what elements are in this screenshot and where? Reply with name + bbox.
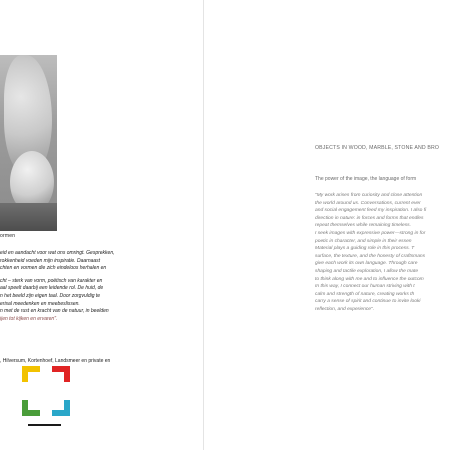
left-paragraph-2 — [0, 278, 145, 324]
text-line: ijen tot kijken en ervaren". — [0, 315, 58, 322]
text-line: chten en vormen die zich eindeloos herhalen en — [0, 265, 107, 272]
quote-line: carry a sense of spirit and continue to invite looki — [315, 299, 421, 305]
text-line: rokkenheid voeden mijn inspiratie. Daarnaast — [0, 257, 101, 264]
quote-line: poetic in character, and simple in their essen — [315, 238, 412, 244]
quote-line: reflection, and experience". — [315, 306, 375, 312]
text-line: eid en aandacht voor wat ons omringt. Gesprekken, — [0, 250, 115, 256]
artist-quote — [315, 192, 450, 314]
right-page — [204, 0, 450, 450]
quote-line: In this way, I connect our human striving with t — [315, 284, 415, 290]
quote-line: "My work arises from curiosity and close attention — [315, 193, 423, 198]
logo-corner-green — [22, 400, 40, 416]
logo-corner-yellow — [22, 366, 40, 382]
frame-logo-icon — [22, 366, 70, 416]
text-line: n met de rust en kracht van de natuur, in beelden — [0, 308, 109, 315]
quote-line: direction in nature: in forces and forms that endles — [315, 215, 424, 221]
left-page — [0, 0, 203, 450]
quote-line: to think along with me and to influence the outcom — [315, 276, 424, 282]
left-body-text — [0, 250, 145, 328]
text-line: erisal meedenken en meebeslissen. — [0, 300, 80, 307]
text-line: cht – sterk van vorm, poëtisch van karakter en — [0, 277, 103, 284]
quote-line: Material plays a guiding role in this process. T — [315, 246, 415, 252]
quote-line: and social engagement feed my inspiration. I also fi — [315, 208, 427, 214]
sculpture-photo — [0, 55, 57, 231]
text-line: n het beeld zijn eigen taal. Door zorgvuldig te — [0, 292, 101, 299]
right-page-subtitle: The power of the image, the language of form — [315, 176, 417, 182]
left-heading-fragment: ormen — [0, 233, 16, 239]
right-page-title: OBJECTS IN WOOD, MARBLE, STONE AND BRO — [315, 145, 440, 151]
left-paragraph-1 — [0, 250, 145, 273]
quote-line: the world around us. Conversations, current ever — [315, 200, 421, 206]
quote-line: shaping and tactile exploration, I allow the mate — [315, 268, 419, 274]
logo-corner-blue — [52, 400, 70, 416]
quote-line: surface, the texture, and the honesty of craftsmans — [315, 253, 426, 259]
logo-corner-red — [52, 366, 70, 382]
quote-line: give each work its own language. Through care — [315, 261, 418, 267]
quote-line: I seek images with expressive power—strong in for — [315, 230, 426, 236]
text-line: aal speelt daarbij een leidende rol. De huid, de — [0, 285, 104, 292]
logo-underline — [28, 424, 61, 426]
quote-line: repeat themselves while remaining timeless. — [315, 223, 411, 229]
locations-line: , Hilversum, Kortenhoef, Landsmeer en private en — [0, 358, 111, 364]
quote-line: calm and strength of nature, creating works th — [315, 291, 415, 297]
